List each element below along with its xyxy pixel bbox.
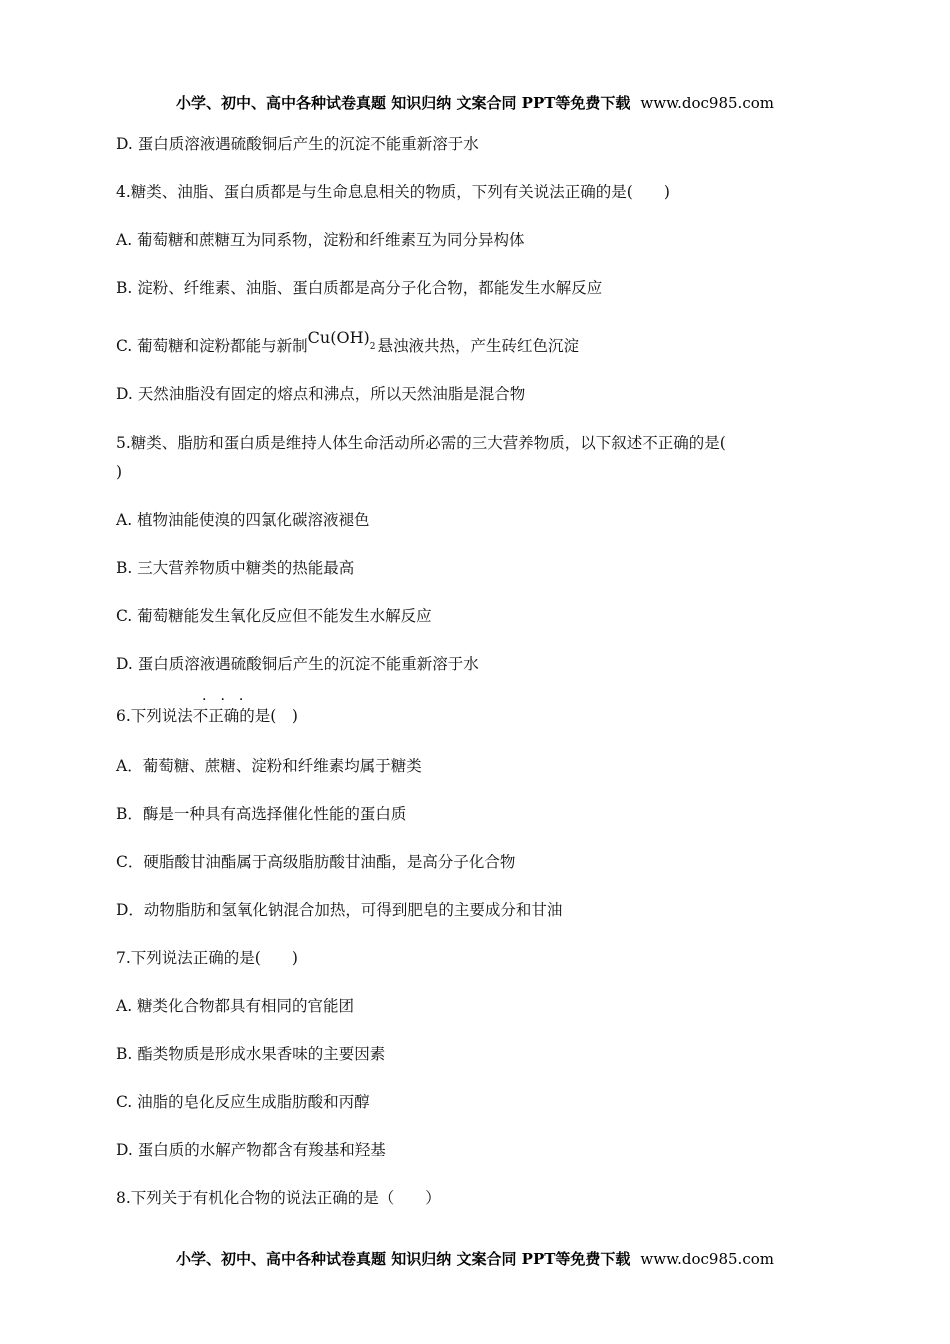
option-b-q5: B. 三大营养物质中糖类的热能最高 — [116, 559, 355, 577]
footer-banner — [0, 1248, 950, 1269]
option-b-q7: B. 酯类物质是形成水果香味的主要因素 — [116, 1045, 386, 1063]
option-c-q7: C. 油脂的皂化反应生成脂肪酸和丙醇 — [116, 1093, 370, 1111]
emphasis-dots: ... — [202, 688, 258, 704]
option-a-q4: A. 葡萄糖和蔗糖互为同系物，淀粉和纤维素互为同分异构体 — [116, 231, 525, 249]
option-d-q5: D. 蛋白质溶液遇硫酸铜后产生的沉淀不能重新溶于水 — [116, 655, 479, 673]
question-8: 8.下列关于有机化合物的说法正确的是（ ） — [116, 1189, 441, 1207]
option-a-q7: A. 糖类化合物都具有相同的官能团 — [116, 997, 355, 1015]
option-d-q7: D. 蛋白质的水解产物都含有羧基和羟基 — [116, 1141, 386, 1159]
question-5-cont: ) — [116, 463, 123, 481]
question-7: 7.下列说法正确的是( ) — [116, 949, 298, 967]
banner-text: 小学、初中、高中各种试卷真题 知识归纳 文案合同 PPT等免费下载 — [176, 1250, 631, 1268]
option-d-q3: D. 蛋白质溶液遇硫酸铜后产生的沉淀不能重新溶于水 — [116, 135, 479, 153]
option-a-q6: A．葡萄糖、蔗糖、淀粉和纤维素均属于糖类 — [116, 757, 422, 775]
option-c-q4 — [116, 328, 830, 360]
banner-site: www.doc985.com — [640, 1250, 774, 1268]
header-banner — [0, 92, 950, 113]
formula-cu-oh: Cu(OH) — [307, 328, 370, 347]
question-6: 6.下列说法不正确的是( ) — [116, 707, 298, 725]
option-c-q5: C. 葡萄糖能发生氧化反应但不能发生水解反应 — [116, 607, 432, 625]
question-4: 4.糖类、油脂、蛋白质都是与生命息息相关的物质，下列有关说法正确的是( ) — [116, 183, 670, 201]
option-a-q5: A. 植物油能使溴的四氯化碳溶液褪色 — [116, 511, 370, 529]
formula-subscript: 2 — [369, 342, 376, 352]
option-c-q4-part1: C. 葡萄糖和淀粉都能与新制 — [116, 337, 308, 355]
option-b-q6: B．酶是一种具有高选择催化性能的蛋白质 — [116, 805, 407, 823]
option-b-q4: B. 淀粉、纤维素、油脂、蛋白质都是高分子化合物，都能发生水解反应 — [116, 279, 603, 297]
option-d-q6: D．动物脂肪和氢氧化钠混合加热，可得到肥皂的主要成分和甘油 — [116, 901, 563, 919]
banner-text: 小学、初中、高中各种试卷真题 知识归纳 文案合同 PPT等免费下载 — [176, 94, 631, 112]
question-5: 5.糖类、脂肪和蛋白质是维持人体生命活动所必需的三大营养物质，以下叙述不正确的是( — [116, 434, 726, 452]
option-c-q6: C．硬脂酸甘油酯属于高级脂肪酸甘油酯，是高分子化合物 — [116, 853, 516, 871]
option-c-q4-part2: 悬浊液共热，产生砖红色沉淀 — [377, 337, 580, 355]
option-d-q4: D. 天然油脂没有固定的熔点和沸点，所以天然油脂是混合物 — [116, 385, 526, 403]
banner-site: www.doc985.com — [640, 94, 774, 112]
